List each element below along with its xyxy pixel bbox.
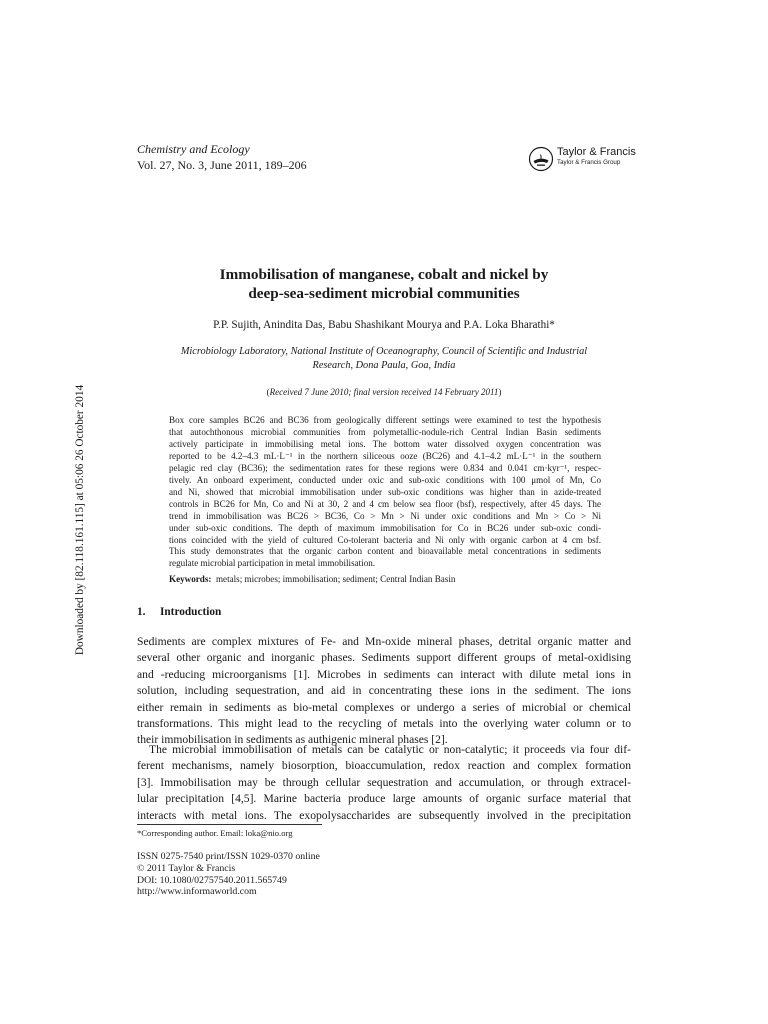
keywords xyxy=(169,573,455,585)
section-number: 1. xyxy=(137,606,146,618)
section-heading xyxy=(137,605,221,619)
affiliation xyxy=(137,345,631,373)
abstract-line: trend in immobilisation was BC26 > BC36, Co > Mn > Ni under oxic conditions and Mn > Co > Ni xyxy=(169,510,601,521)
body-line: transformations. This might lead to the recycling of metals into the overlying water column or to xyxy=(137,717,631,731)
body-line: interacts with metal ions. The exopolysaccharides are subsequently involved in the precipitation xyxy=(137,808,631,822)
abstract-line: pelagic red clay (BC36); the sedimentation rates for these regions were 0.834 and 0.041 cm·kyr⁻¹, respec- xyxy=(169,462,601,473)
publisher-group: Taylor & Francis Group xyxy=(557,159,621,166)
title-line: deep-sea-sediment microbial communities xyxy=(248,285,520,302)
copyright: © 2011 Taylor & Francis xyxy=(137,862,236,874)
author-list: P.P. Sujith, Anindita Das, Babu Shashikant Mourya and P.A. Loka Bharathi* xyxy=(213,319,555,331)
doi: DOI: 10.1080/02757540.2011.565749 xyxy=(137,874,287,886)
received-text: Received 7 June 2010; final version received 14 February 2011 xyxy=(269,387,499,397)
body-line: several other organic and inorganic phases. Sediments support different groups of metal-oxidising xyxy=(137,651,631,665)
abstract xyxy=(169,415,601,570)
abstract-line: and Ni, showed that microbial immobilisation under sub-oxic conditions was higher than in azide-treated xyxy=(169,486,601,497)
body-line: Sediments are complex mixtures of Fe- and Mn-oxide mineral phases, detrital organic matter and xyxy=(137,635,631,648)
body-line: solution, including sequestration, and aid in concentrating these ions in the sediment. The ions xyxy=(137,684,631,698)
abstract-line: reported to be 4.2–4.3 mL·L⁻¹ in the northern siliceous ooze (BC26) and 4.1–4.2 mL·L⁻¹ in the southern xyxy=(169,450,601,461)
download-stamp: Downloaded by [82.118.161.115] at 05:06 26 October 2014 xyxy=(74,384,86,656)
body-line: The microbial immobilisation of metals can be catalytic or non-catalytic; it proceeds via four dif- xyxy=(149,743,631,756)
abstract-line: controls in BC26 for Mn, Co and Ni at 30, 2 and 4 cm below sea floor (bsf), respectively, after 45 days. The xyxy=(169,498,601,509)
tf-lamp-icon xyxy=(528,146,554,172)
keywords-text: metals; microbes; immobilisation; sediment; Central Indian Basin xyxy=(215,574,456,584)
abstract-line: actively participate in immobilising metal ions. The bottom water dissolved oxygen concentration was xyxy=(169,438,601,449)
intro-paragraph-1 xyxy=(137,634,631,749)
title-line: Immobilisation of manganese, cobalt and nickel by xyxy=(219,266,549,283)
publisher-url: http://www.informaworld.com xyxy=(137,886,257,898)
abstract-line: tions coincided with the yield of cultured Co-tolerant bacteria and Ni only with organic carbon at 4 cm bsf. xyxy=(169,534,601,545)
publisher-name: Taylor & Francis xyxy=(557,146,636,158)
corresponding-author-footnote: *Corresponding author. Email: loka@nio.org xyxy=(137,828,293,838)
article-title xyxy=(137,265,631,303)
body-line: lular precipitation [4,5]. Marine bacteria produce large amounts of organic surface material that xyxy=(137,792,631,806)
abstract-line: tively. An onboard experiment, conducted under oxic and sub-oxic conditions with 100 μmol of Mn, Co xyxy=(169,474,601,485)
issn: ISSN 0275-7540 print/ISSN 1029-0370 online xyxy=(137,851,320,862)
abstract-line: under sub-oxic conditions. The depth of maximum immobilisation for Co in BC26 under sub-oxic condi- xyxy=(169,522,601,533)
affiliation-line: Research, Dona Paula, Goa, India xyxy=(312,360,456,371)
abstract-line: regulate microbial participation in metal immobilisation. xyxy=(169,558,376,569)
journal-name: Chemistry and Ecology xyxy=(137,142,250,156)
abstract-line: This study demonstrates that the organic carbon content and bioavailable metal concentrations in sediments xyxy=(169,546,601,557)
publisher-logo xyxy=(528,146,648,172)
received-dates xyxy=(137,386,631,398)
received-close-paren: ) xyxy=(498,387,502,397)
body-line: [3]. Immobilisation may be through cellular sequestration and accumulation, or through extracel- xyxy=(137,775,631,789)
section-title: Introduction xyxy=(160,606,222,618)
keywords-label: Keywords: xyxy=(169,574,212,584)
abstract-line: that autochthonous microbial communities from polymetallic-nodule-rich Central Indian Basin sediments xyxy=(169,426,601,437)
affiliation-line: Microbiology Laboratory, National Institute of Oceanography, Council of Scientific and Industrial xyxy=(180,346,588,357)
footnote-divider xyxy=(137,824,322,825)
journal-issue: Vol. 27, No. 3, June 2011, 189–206 xyxy=(137,158,307,172)
publication-info xyxy=(137,851,320,898)
body-line: ferent mechanisms, namely biosorption, bioaccumulation, redox reaction and complex formation xyxy=(137,759,631,773)
body-line: their immobilisation in sediments as authigenic mineral phases [2]. xyxy=(137,733,448,747)
intro-paragraph-2 xyxy=(137,742,631,824)
journal-header xyxy=(137,141,307,173)
received-open-paren: ( xyxy=(266,387,270,397)
abstract-line: Box core samples BC26 and BC36 from geologically different settings were examined to test the hypothesis xyxy=(169,415,601,425)
body-line: and -reducing microorganisms [1]. Microbes in sediments can interact with dilute metal ions in xyxy=(137,667,631,681)
body-line: either remain in sediments as bio-metal complexes or undergo a series of microbial or chemical xyxy=(137,700,631,714)
